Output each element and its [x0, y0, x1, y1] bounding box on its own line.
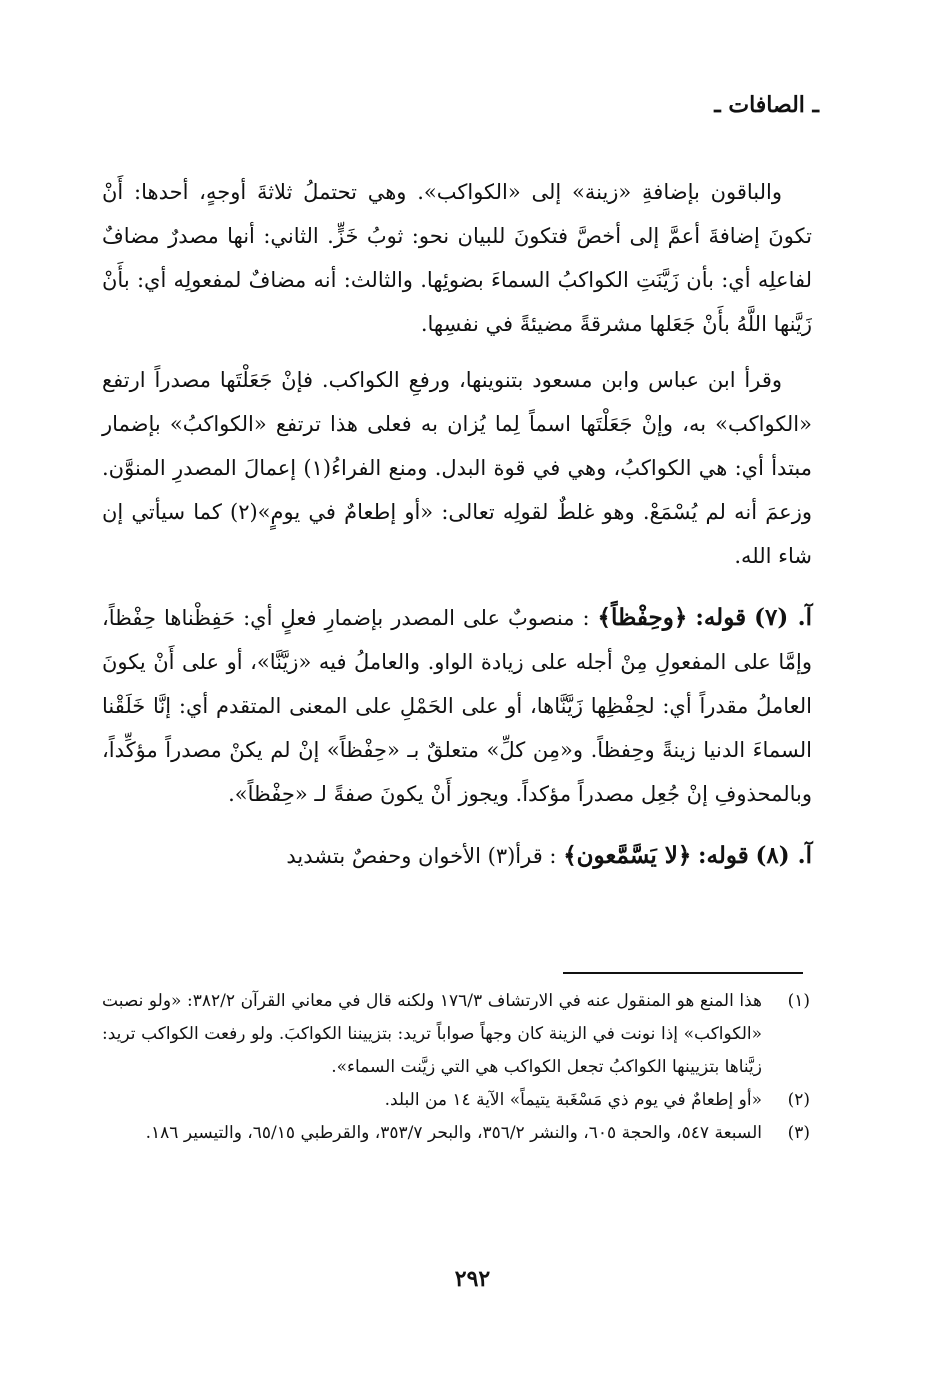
footnote-number: (١)	[787, 991, 810, 1011]
verse-8-number: آ. (٨)	[755, 842, 812, 869]
running-header: ـ الصافات ـ	[714, 92, 819, 118]
footnote-3	[102, 1117, 810, 1150]
footnote-number: (٣)	[787, 1123, 810, 1143]
paragraph-2: وقرأ ابن عباس وابن مسعود بتنوينها، ورفعِ الكواكب. فإنْ جَعَلْتَها مصدراً ارتفع «الكواكب» به، وإنْ جَعَلْتَها اسماً لِما يُزان به فعلى هذا ترتفع «الكواكبُ» بإضمار مبتدأ أي: هي الكواكبُ، وهي في قوة البدل. ومنع الفراءُ(١) إعمالَ المصدرِ المنوَّن. وزعمَ أنه لم يُسْمَعْ. وهو غلطٌ لقولِه تعالى: «أو إطعامٌ في يومٍ»(٢) كما سيأتي إن شاء الله.	[102, 368, 812, 568]
footnote-separator	[563, 972, 803, 974]
verse-7-label: قوله:	[695, 604, 747, 631]
verse-8-label: قوله:	[698, 842, 749, 869]
verse-7-commentary	[102, 596, 812, 816]
verse-7-text: : منصوبٌ على المصدر بإضمارِ فعلٍ أي: حَفِظْناها حِفْظاً، وإمَّا على المفعولِ مِنْ أجله على زيادة الواو. والعاملُ فيه «زيَّنَّا»، أو على أَنْ يكونَ العاملُ مقدراً أي: لحِفْظِها زَيَّنَّاها، أو على الحَمْلِ على المعنى المتقدم أي: إنَّا خَلَقْنا السماءَ الدنيا زينةً وحِفظاً. و«مِن كلِّ» متعلقٌ بـ «حِفْظاً» إنْ لم يكنْ مصدراً مؤكِّداً، وبالمحذوفِ إنْ جُعِل مصدراً مؤكداً. ويجوز أَنْ يكونَ صفةً لـ «حِفْظاً».	[102, 606, 812, 806]
verse-8-text: : قرأ(٣) الأخوان وحفصٌ بتشديد	[286, 844, 557, 868]
paragraph-1: والباقون بإضافةِ «زينة» إلى «الكواكب». وهي تحتملُ ثلاثةَ أوجهٍ، أحدها: أَنْ تكونَ إضافةَ أعمَّ إلى أخصَّ فتكونَ للبيان نحو: ثوبُ خَزٍّ. الثاني: أنها مصدرٌ مضافٌ لفاعلِه أي: بأن زَيَّنَتِ الكواكبُ السماءَ بضوئِها. والثالث: أنه مضافٌ لمفعولِه أي: بأَنْ زَيَّنها اللَّهُ بأَنْ جَعَلها مشرقةً مضيئةً في نفسِها.	[102, 180, 812, 336]
main-text	[102, 170, 812, 890]
page-number: ٢٩٢	[454, 1266, 491, 1292]
footnote-2	[102, 1084, 810, 1117]
footnote-1	[102, 985, 810, 1084]
footnote-number: (٢)	[787, 1090, 810, 1110]
footnote-text: السبعة ٥٤٧، والحجة ٦٠٥، والنشر ٣٥٦/٢، والبحر ٣٥٣/٧، والقرطبي ٦٥/١٥، والتيسير ١٨٦.	[145, 1123, 762, 1143]
footnote-text: هذا المنع هو المنقول عنه في الارتشاف ١٧٦/٣ ولكنه قال في معاني القرآن ٣٨٢/٢: «ولو نصبت «الكواكب» إذا نونت في الزينة كان وجهاً صواباً تريد: بتزييننا الكواكبَ. ولو رفعت الكواكب تريد: زيَّناها بتزيينها الكواكبُ تجعل الكواكب هي التي زيَّنت السماء».	[102, 991, 762, 1077]
footnote-text: «أو إطعامٌ في يوم ذي مَسْغَبة يتيماً» الآية ١٤ من البلد.	[384, 1090, 762, 1110]
verse-8-commentary	[102, 834, 812, 878]
verse-7-quote: ﴿وحِفْظاً﴾	[597, 604, 688, 631]
footnotes	[102, 985, 810, 1150]
verse-8-quote: ﴿لا يَسَّمَّعون﴾	[563, 842, 692, 869]
verse-7-number: آ. (٧)	[754, 604, 812, 631]
